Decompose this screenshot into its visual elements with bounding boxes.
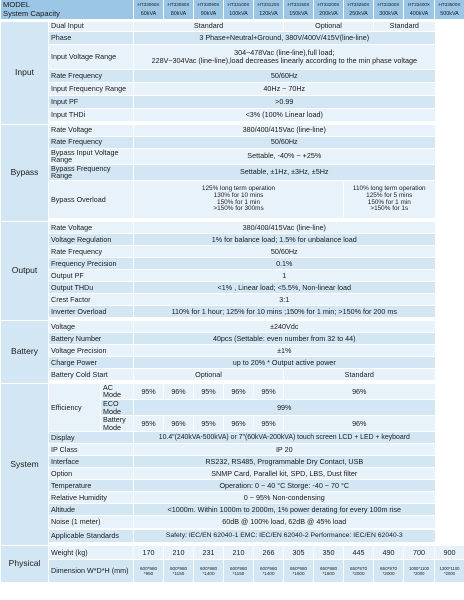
weight-value: 210 xyxy=(164,546,194,560)
value-line: 150% for 1 min xyxy=(367,198,411,206)
dimension-line: 650*970 xyxy=(349,565,368,571)
row-label: Altitude xyxy=(49,504,134,516)
value-line: >150% for 1s xyxy=(370,205,409,213)
section-system: System xyxy=(1,383,49,546)
weight-value: 445 xyxy=(344,546,374,560)
row-label: Dual Input xyxy=(49,21,134,31)
efficiency-value: 95% xyxy=(194,416,224,432)
row-label: Rate Frequency xyxy=(49,69,134,82)
row-value: 0.1% xyxy=(134,257,435,269)
row-value: 1% for balance load; 1.5% for unbalance load xyxy=(134,233,435,245)
row-value: 50/60Hz xyxy=(134,69,435,82)
capacity-value: 90kVA xyxy=(194,9,224,19)
row-value: 50/60Hz xyxy=(134,245,435,257)
efficiency-value: 95% xyxy=(134,383,164,399)
capacity-value: 80kVA xyxy=(164,9,194,19)
row-label: Weight (kg) xyxy=(49,546,134,560)
dimension-line: *1400 xyxy=(202,571,215,577)
dimension-line: 600*980 xyxy=(199,565,218,571)
row-value: 380/400/415Vac (line-line) xyxy=(134,221,435,233)
dimension-value xyxy=(194,560,224,582)
row-label: Voltage Precision xyxy=(49,344,134,356)
row-label: IP Class xyxy=(49,444,134,456)
efficiency-value: 96% xyxy=(284,416,435,432)
value-line: 125% long term operation xyxy=(201,185,276,193)
overload-group-a xyxy=(134,180,344,218)
row-label: Voltage Regulation xyxy=(49,233,134,245)
row-value: 10.4"(240kVA-500kVA) or 7"(60kVA-200kVA) touch screen LCD + LED + keyboard xyxy=(134,432,435,444)
row-label: Voltage xyxy=(49,320,134,332)
capacity-label: System Capacity xyxy=(1,9,134,19)
efficiency-value: 95% xyxy=(254,383,284,399)
value-line: 125% for 5 mins xyxy=(366,192,413,200)
row-value: >0.99 xyxy=(134,95,435,108)
model-name: HT33400X xyxy=(404,0,435,9)
row-label: Phase xyxy=(49,31,134,44)
model-name: HT33090X xyxy=(194,0,224,9)
row-value: 1 xyxy=(134,269,435,281)
dimension-line: *2000 xyxy=(352,571,365,577)
dimension-value xyxy=(314,560,344,582)
section-bypass: Bypass xyxy=(1,124,49,221)
row-value: 40Hz ~ 70Hz xyxy=(134,82,435,95)
row-value: ±240Vdc xyxy=(134,320,435,332)
row-label: Temperature xyxy=(49,480,134,492)
row-label: Input PF xyxy=(49,95,134,108)
row-label: Battery Number xyxy=(49,332,134,344)
row-label: Input THDi xyxy=(49,108,134,121)
dimension-line: *1600 xyxy=(322,571,335,577)
dimension-line: *1400 xyxy=(262,571,275,577)
dimension-line: 1000*1100 xyxy=(409,565,429,571)
efficiency-value: 99% xyxy=(134,400,435,416)
section-output: Output xyxy=(1,221,49,320)
row-value: 380/400/415Vac (line-line) xyxy=(134,124,435,136)
row-label: Rate Frequency xyxy=(49,136,134,148)
dimension-line: *950 xyxy=(143,571,154,577)
row-label: Rate Voltage xyxy=(49,124,134,136)
row-label: Applicable Standards xyxy=(49,530,134,542)
capacity-value: 250kVA xyxy=(344,9,374,19)
dimension-line: 650*980 xyxy=(319,565,338,571)
dimension-line: *1150 xyxy=(232,571,245,577)
row-label: Rate Frequency xyxy=(49,245,134,257)
dimension-line: 600*980 xyxy=(229,565,248,571)
row-value: 3 Phase+Neutral+Ground, 380V/400V/415V(line-line) xyxy=(134,31,435,44)
section-input: Input xyxy=(1,21,49,124)
dimension-value xyxy=(435,560,464,582)
row-value: Operation: 0 ~ 40 °C Storge: -40 ~ 70 °C xyxy=(134,480,435,492)
row-value: RS232, RS485, Programmable Dry Contact, USB xyxy=(134,456,435,468)
efficiency-value: 95% xyxy=(254,416,284,432)
row-label: Bypass Overload xyxy=(49,180,134,218)
efficiency-value: 95% xyxy=(194,383,224,399)
efficiency-value: 96% xyxy=(224,416,254,432)
capacity-value: 60kVA xyxy=(134,9,164,19)
row-label: Inverter Overload xyxy=(49,305,134,317)
row-label: Battery Mode xyxy=(101,416,134,432)
row-value: Optional xyxy=(284,21,374,31)
dimension-line: 600*980 xyxy=(139,565,158,571)
dimension-line: 600*980 xyxy=(169,565,188,571)
dimension-line: 1300*1100 xyxy=(439,565,460,571)
dimension-line: *1150 xyxy=(172,571,185,577)
weight-value: 350 xyxy=(314,546,344,560)
row-label: AC Mode xyxy=(101,383,134,399)
row-value: <1000m. Within 1000m to 2000m, 1% power derating for every 100m rise xyxy=(134,504,435,516)
capacity-value: 120kVA xyxy=(254,9,284,19)
row-value: up to 20% * Output active power xyxy=(134,356,435,368)
row-label: Dimension W*D*H (mm) xyxy=(49,560,134,582)
model-name: HT33300X xyxy=(374,0,404,9)
dimension-value xyxy=(284,560,314,582)
row-value: Standard xyxy=(284,368,435,380)
weight-value: 210 xyxy=(224,546,254,560)
capacity-value: 500kVA xyxy=(435,9,464,19)
section-physical: Physical xyxy=(1,546,49,582)
row-label: Noise (1 meter) xyxy=(49,516,134,528)
row-label: ECO Mode xyxy=(101,400,134,416)
row-value: 50/60Hz xyxy=(134,136,435,148)
efficiency-value: 96% xyxy=(164,383,194,399)
dimension-value xyxy=(134,560,164,582)
row-value: ±1% xyxy=(134,344,435,356)
model-name: HT33500X xyxy=(435,0,464,9)
value-line: 228V~304Vac (line-line),load decreases linearly according to the min phase voltage xyxy=(151,55,417,65)
capacity-value: 300kVA xyxy=(374,9,404,19)
efficiency-value: 95% xyxy=(134,416,164,432)
dimension-line: *2000 xyxy=(444,571,455,577)
row-value: Standard xyxy=(374,21,435,31)
row-label: Input Frequency Range xyxy=(49,82,134,95)
row-label: Interface xyxy=(49,456,134,468)
model-row xyxy=(1,0,464,9)
row-value: SNMP Card, Parallel kit, SPD, LBS, Dust filter xyxy=(134,468,435,480)
capacity-value: 200kVA xyxy=(314,9,344,19)
value-line: 110% long term operation xyxy=(352,185,426,193)
row-label: Input Voltage Range xyxy=(49,44,134,69)
capacity-value: 400kVA xyxy=(404,9,435,19)
dimension-line: *1600 xyxy=(292,571,305,577)
row-label: Frequency Precision xyxy=(49,257,134,269)
dimension-line: *2000 xyxy=(382,571,395,577)
weight-value: 231 xyxy=(194,546,224,560)
weight-value: 900 xyxy=(435,546,464,560)
dimension-value xyxy=(254,560,284,582)
dimension-line: 650*970 xyxy=(379,565,398,571)
efficiency-value: 96% xyxy=(284,383,435,399)
row-value: 0 ~ 95% Non-condensing xyxy=(134,492,435,504)
row-label: Bypass Frequency Range xyxy=(49,164,134,180)
weight-value: 700 xyxy=(404,546,435,560)
capacity-row xyxy=(1,9,464,19)
model-name: HT33120X xyxy=(254,0,284,9)
row-label: Relative Humidity xyxy=(49,492,134,504)
dimension-value xyxy=(404,560,435,582)
dimension-line: *2000 xyxy=(413,571,425,577)
overload-group-b xyxy=(344,180,435,218)
row-value: 40pcs (Settable: even number from 32 to 44) xyxy=(134,332,435,344)
model-name: HT33150X xyxy=(284,0,314,9)
weight-value: 266 xyxy=(254,546,284,560)
section-battery: Battery xyxy=(1,320,49,383)
row-label: Battery Cold Start xyxy=(49,368,134,380)
efficiency-value: 96% xyxy=(164,416,194,432)
value-line: 130% for 10 mins xyxy=(213,192,264,200)
dimension-value xyxy=(224,560,254,582)
row-value: <1% , Linear load; <5.5%, Non-linear load xyxy=(134,281,435,293)
efficiency-label: Efficiency xyxy=(49,383,101,432)
model-name: HT33080X xyxy=(164,0,194,9)
value-line: 150% for 1 min xyxy=(217,198,260,206)
dimension-line: 600*980 xyxy=(259,565,278,571)
dimension-value xyxy=(164,560,194,582)
row-value: Settable, ±1Hz, ±3Hz, ±5Hz xyxy=(134,164,435,180)
value-line: >150% for 300ms xyxy=(213,205,264,213)
efficiency-value: 96% xyxy=(224,383,254,399)
row-value xyxy=(134,44,435,69)
row-value: Standard xyxy=(134,21,284,31)
weight-value: 305 xyxy=(284,546,314,560)
capacity-value: 150kVA xyxy=(284,9,314,19)
row-label: Output PF xyxy=(49,269,134,281)
row-label: Crest Factor xyxy=(49,293,134,305)
row-label: Bypass Input Voltage Range xyxy=(49,148,134,164)
row-value: <3% (100% Linear load) xyxy=(134,108,435,121)
row-label: Display xyxy=(49,432,134,444)
model-name: HT33100X xyxy=(224,0,254,9)
model-name: HT33200X xyxy=(314,0,344,9)
dimension-line: 650*980 xyxy=(289,565,308,571)
value-line: 304~478Vac (line-line),full load; xyxy=(234,47,335,57)
dimension-value xyxy=(374,560,404,582)
model-name: HT33250X xyxy=(344,0,374,9)
row-label: Rate Voltage xyxy=(49,221,134,233)
row-label: Option xyxy=(49,468,134,480)
row-value: 3:1 xyxy=(134,293,435,305)
row-value: Safety: IEC/EN 62040-1 EMC: IEC/EN 62040-2 Performance: IEC/EN 62040-3 xyxy=(134,530,435,542)
weight-value: 490 xyxy=(374,546,404,560)
row-label: Charge Power xyxy=(49,356,134,368)
row-value: 110% for 1 hour; 125% for 10 mins ;150% for 1 min; >150% for 200 ms xyxy=(134,305,435,317)
model-label: MODEL xyxy=(1,0,134,9)
row-value: 60dB @ 100% load, 62dB @ 45% load xyxy=(134,516,435,528)
row-value: IP 20 xyxy=(134,444,435,456)
capacity-value: 100kVA xyxy=(224,9,254,19)
row-value: Optional xyxy=(134,368,284,380)
model-name: HT33060X xyxy=(134,0,164,9)
row-label: Output THDu xyxy=(49,281,134,293)
weight-value: 170 xyxy=(134,546,164,560)
row-value: Settable, -40% ~ +25% xyxy=(134,148,435,164)
dimension-value xyxy=(344,560,374,582)
